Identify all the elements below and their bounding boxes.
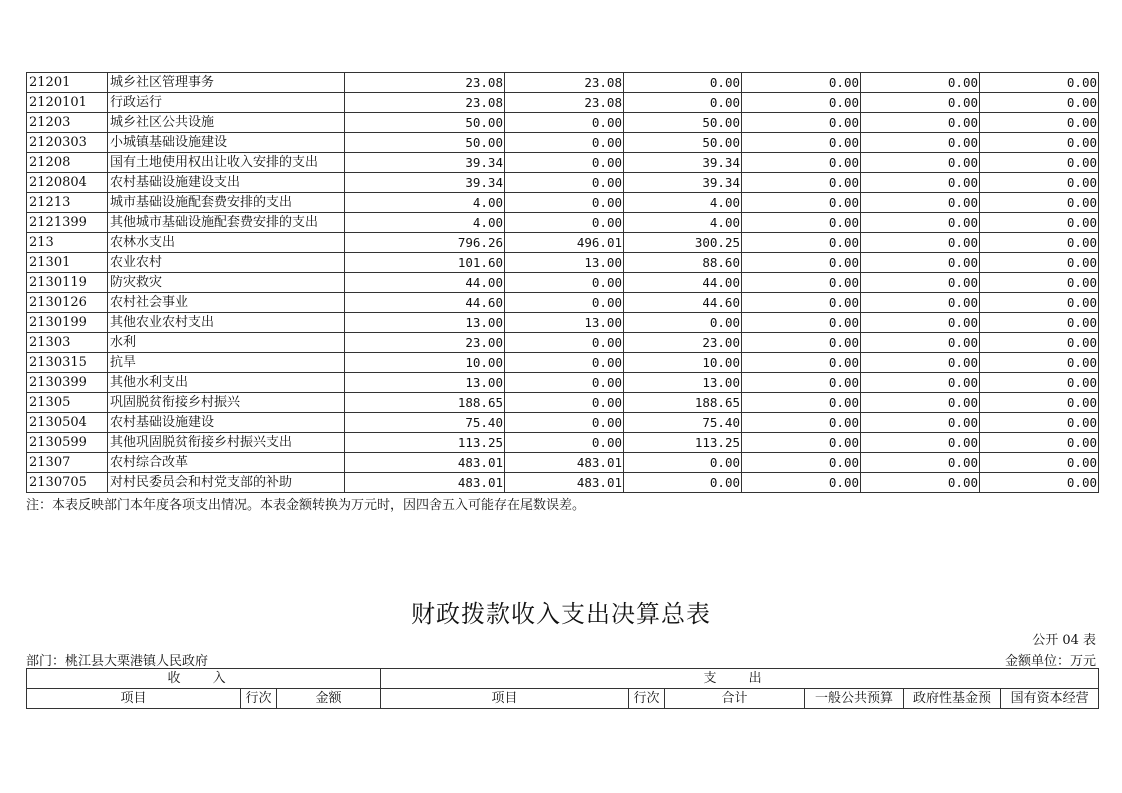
total-cell: 23.08 (345, 93, 505, 113)
cell-6: 0.00 (980, 253, 1099, 273)
table-row (27, 213, 1099, 233)
basic-cell: 0.00 (505, 413, 624, 433)
cell-6: 0.00 (980, 233, 1099, 253)
table-row (27, 73, 1099, 93)
code-cell: 21303 (27, 333, 108, 353)
name-cell: 水利 (108, 333, 345, 353)
basic-cell: 0.00 (505, 433, 624, 453)
cell-4: 0.00 (742, 113, 861, 133)
table-row (27, 173, 1099, 193)
cell-4: 0.00 (742, 333, 861, 353)
cell-5: 0.00 (861, 293, 980, 313)
total-cell: 13.00 (345, 373, 505, 393)
income-item-header: 项目 (27, 689, 241, 709)
cell-5: 0.00 (861, 173, 980, 193)
cell-6: 0.00 (980, 93, 1099, 113)
code-cell: 2130504 (27, 413, 108, 433)
cell-5: 0.00 (861, 73, 980, 93)
cell-6: 0.00 (980, 433, 1099, 453)
total-cell: 4.00 (345, 213, 505, 233)
code-cell: 2130119 (27, 273, 108, 293)
cell-4: 0.00 (742, 313, 861, 333)
basic-cell: 0.00 (505, 153, 624, 173)
cell-5: 0.00 (861, 313, 980, 333)
name-cell: 国有土地使用权出让收入安排的支出 (108, 153, 345, 173)
project-cell: 39.34 (624, 173, 742, 193)
summary-header-table (26, 668, 1099, 709)
table-row (27, 273, 1099, 293)
table-row (27, 153, 1099, 173)
code-cell: 21301 (27, 253, 108, 273)
total-cell: 50.00 (345, 133, 505, 153)
project-cell: 0.00 (624, 73, 742, 93)
table-row (27, 233, 1099, 253)
cell-5: 0.00 (861, 453, 980, 473)
basic-cell: 0.00 (505, 213, 624, 233)
name-cell: 其他农业农村支出 (108, 313, 345, 333)
expenditure-table-body (27, 73, 1099, 493)
total-cell: 39.34 (345, 173, 505, 193)
cell-4: 0.00 (742, 273, 861, 293)
expense-item-header: 项目 (381, 689, 629, 709)
project-cell: 44.60 (624, 293, 742, 313)
department-label: 部门：桃江县大栗港镇人民政府 (26, 654, 209, 669)
name-cell: 农林水支出 (108, 233, 345, 253)
basic-cell: 0.00 (505, 133, 624, 153)
table-row (27, 133, 1099, 153)
cell-6: 0.00 (980, 473, 1099, 493)
cell-5: 0.00 (861, 353, 980, 373)
cell-6: 0.00 (980, 73, 1099, 93)
code-cell: 21208 (27, 153, 108, 173)
project-cell: 0.00 (624, 473, 742, 493)
cell-5: 0.00 (861, 213, 980, 233)
code-cell: 2120303 (27, 133, 108, 153)
basic-cell: 13.00 (505, 253, 624, 273)
cell-4: 0.00 (742, 213, 861, 233)
name-cell: 其他水利支出 (108, 373, 345, 393)
total-cell: 23.08 (345, 73, 505, 93)
project-cell: 0.00 (624, 93, 742, 113)
name-cell: 巩固脱贫衔接乡村振兴 (108, 393, 345, 413)
name-cell: 防灾救灾 (108, 273, 345, 293)
name-cell: 小城镇基础设施建设 (108, 133, 345, 153)
expense-row-header: 行次 (629, 689, 665, 709)
cell-5: 0.00 (861, 113, 980, 133)
basic-cell: 0.00 (505, 293, 624, 313)
page-title: 财政拨款收入支出决算总表 (411, 600, 711, 628)
basic-cell: 0.00 (505, 273, 624, 293)
cell-4: 0.00 (742, 433, 861, 453)
basic-cell: 496.01 (505, 233, 624, 253)
cell-5: 0.00 (861, 253, 980, 273)
state-capital-header: 国有资本经营 (1001, 689, 1099, 709)
basic-cell: 483.01 (505, 473, 624, 493)
cell-6: 0.00 (980, 193, 1099, 213)
cell-4: 0.00 (742, 453, 861, 473)
cell-4: 0.00 (742, 353, 861, 373)
name-cell: 农村基础设施建设 (108, 413, 345, 433)
cell-6: 0.00 (980, 113, 1099, 133)
cell-4: 0.00 (742, 173, 861, 193)
project-cell: 13.00 (624, 373, 742, 393)
header-column-row (27, 689, 1099, 709)
cell-5: 0.00 (861, 133, 980, 153)
total-cell: 10.00 (345, 353, 505, 373)
table-row (27, 393, 1099, 413)
total-cell: 13.00 (345, 313, 505, 333)
income-group-header: 收 入 (27, 669, 381, 689)
table-row (27, 193, 1099, 213)
code-cell: 2130315 (27, 353, 108, 373)
cell-6: 0.00 (980, 173, 1099, 193)
header-group-row (27, 669, 1099, 689)
project-cell: 300.25 (624, 233, 742, 253)
code-cell: 2120101 (27, 93, 108, 113)
name-cell: 其他巩固脱贫衔接乡村振兴支出 (108, 433, 345, 453)
cell-6: 0.00 (980, 453, 1099, 473)
name-cell: 抗旱 (108, 353, 345, 373)
table-row (27, 353, 1099, 373)
gov-fund-header: 政府性基金预 (904, 689, 1001, 709)
expense-total-header: 合计 (665, 689, 805, 709)
unit-label: 金额单位：万元 (1004, 654, 1096, 669)
code-cell: 21305 (27, 393, 108, 413)
cell-5: 0.00 (861, 93, 980, 113)
table-row (27, 473, 1099, 493)
expenditure-detail-table (26, 72, 1099, 493)
cell-4: 0.00 (742, 393, 861, 413)
cell-6: 0.00 (980, 413, 1099, 433)
total-cell: 44.60 (345, 293, 505, 313)
table-row (27, 433, 1099, 453)
code-cell: 2130705 (27, 473, 108, 493)
basic-cell: 0.00 (505, 353, 624, 373)
code-cell: 21307 (27, 453, 108, 473)
basic-cell: 483.01 (505, 453, 624, 473)
cell-4: 0.00 (742, 473, 861, 493)
cell-6: 0.00 (980, 153, 1099, 173)
cell-5: 0.00 (861, 373, 980, 393)
table-row (27, 313, 1099, 333)
basic-cell: 0.00 (505, 333, 624, 353)
total-cell: 796.26 (345, 233, 505, 253)
cell-5: 0.00 (861, 413, 980, 433)
total-cell: 44.00 (345, 273, 505, 293)
cell-5: 0.00 (861, 233, 980, 253)
cell-4: 0.00 (742, 293, 861, 313)
basic-cell: 0.00 (505, 113, 624, 133)
cell-5: 0.00 (861, 273, 980, 293)
table-note: 注：本表反映部门本年度各项支出情况。本表金额转换为万元时，因四舍五入可能存在尾数误差。 (26, 498, 586, 513)
cell-4: 0.00 (742, 73, 861, 93)
project-cell: 113.25 (624, 433, 742, 453)
table-row (27, 253, 1099, 273)
basic-cell: 0.00 (505, 173, 624, 193)
total-cell: 4.00 (345, 193, 505, 213)
code-cell: 2120804 (27, 173, 108, 193)
basic-cell: 23.08 (505, 73, 624, 93)
table-row (27, 293, 1099, 313)
cell-6: 0.00 (980, 373, 1099, 393)
cell-4: 0.00 (742, 413, 861, 433)
income-amount-header: 金额 (277, 689, 381, 709)
table-row (27, 93, 1099, 113)
income-row-header: 行次 (241, 689, 277, 709)
code-cell: 2121399 (27, 213, 108, 233)
project-cell: 188.65 (624, 393, 742, 413)
cell-6: 0.00 (980, 333, 1099, 353)
table-row (27, 453, 1099, 473)
cell-4: 0.00 (742, 133, 861, 153)
table-row (27, 413, 1099, 433)
cell-5: 0.00 (861, 473, 980, 493)
cell-4: 0.00 (742, 373, 861, 393)
basic-cell: 0.00 (505, 393, 624, 413)
table-row (27, 373, 1099, 393)
total-cell: 39.34 (345, 153, 505, 173)
basic-cell: 23.08 (505, 93, 624, 113)
basic-cell: 0.00 (505, 193, 624, 213)
expense-group-header: 支 出 (381, 669, 1099, 689)
total-cell: 483.01 (345, 473, 505, 493)
cell-6: 0.00 (980, 273, 1099, 293)
cell-5: 0.00 (861, 153, 980, 173)
cell-4: 0.00 (742, 253, 861, 273)
name-cell: 城市基础设施配套费安排的支出 (108, 193, 345, 213)
name-cell: 城乡社区管理事务 (108, 73, 345, 93)
code-cell: 2130126 (27, 293, 108, 313)
basic-cell: 0.00 (505, 373, 624, 393)
code-cell: 21213 (27, 193, 108, 213)
name-cell: 农村社会事业 (108, 293, 345, 313)
code-cell: 21203 (27, 113, 108, 133)
project-cell: 50.00 (624, 113, 742, 133)
project-cell: 0.00 (624, 313, 742, 333)
basic-cell: 13.00 (505, 313, 624, 333)
cell-5: 0.00 (861, 193, 980, 213)
table-row (27, 333, 1099, 353)
cell-6: 0.00 (980, 293, 1099, 313)
cell-5: 0.00 (861, 433, 980, 453)
code-cell: 213 (27, 233, 108, 253)
cell-5: 0.00 (861, 333, 980, 353)
name-cell: 行政运行 (108, 93, 345, 113)
total-cell: 113.25 (345, 433, 505, 453)
cell-6: 0.00 (980, 393, 1099, 413)
total-cell: 101.60 (345, 253, 505, 273)
cell-4: 0.00 (742, 93, 861, 113)
cell-4: 0.00 (742, 193, 861, 213)
total-cell: 75.40 (345, 413, 505, 433)
cell-4: 0.00 (742, 153, 861, 173)
project-cell: 23.00 (624, 333, 742, 353)
total-cell: 483.01 (345, 453, 505, 473)
code-cell: 21201 (27, 73, 108, 93)
project-cell: 10.00 (624, 353, 742, 373)
code-cell: 2130599 (27, 433, 108, 453)
project-cell: 44.00 (624, 273, 742, 293)
project-cell: 88.60 (624, 253, 742, 273)
total-cell: 188.65 (345, 393, 505, 413)
name-cell: 农村综合改革 (108, 453, 345, 473)
project-cell: 50.00 (624, 133, 742, 153)
cell-6: 0.00 (980, 313, 1099, 333)
total-cell: 23.00 (345, 333, 505, 353)
form-code-label: 公开 04 表 (1032, 633, 1096, 648)
total-cell: 50.00 (345, 113, 505, 133)
project-cell: 75.40 (624, 413, 742, 433)
project-cell: 0.00 (624, 453, 742, 473)
table-row (27, 113, 1099, 133)
name-cell: 农业农村 (108, 253, 345, 273)
name-cell: 农村基础设施建设支出 (108, 173, 345, 193)
name-cell: 城乡社区公共设施 (108, 113, 345, 133)
project-cell: 4.00 (624, 213, 742, 233)
cell-6: 0.00 (980, 213, 1099, 233)
cell-4: 0.00 (742, 233, 861, 253)
project-cell: 39.34 (624, 153, 742, 173)
cell-5: 0.00 (861, 393, 980, 413)
name-cell: 其他城市基础设施配套费安排的支出 (108, 213, 345, 233)
cell-6: 0.00 (980, 353, 1099, 373)
name-cell: 对村民委员会和村党支部的补助 (108, 473, 345, 493)
cell-6: 0.00 (980, 133, 1099, 153)
code-cell: 2130199 (27, 313, 108, 333)
general-budget-header: 一般公共预算 (805, 689, 904, 709)
project-cell: 4.00 (624, 193, 742, 213)
code-cell: 2130399 (27, 373, 108, 393)
